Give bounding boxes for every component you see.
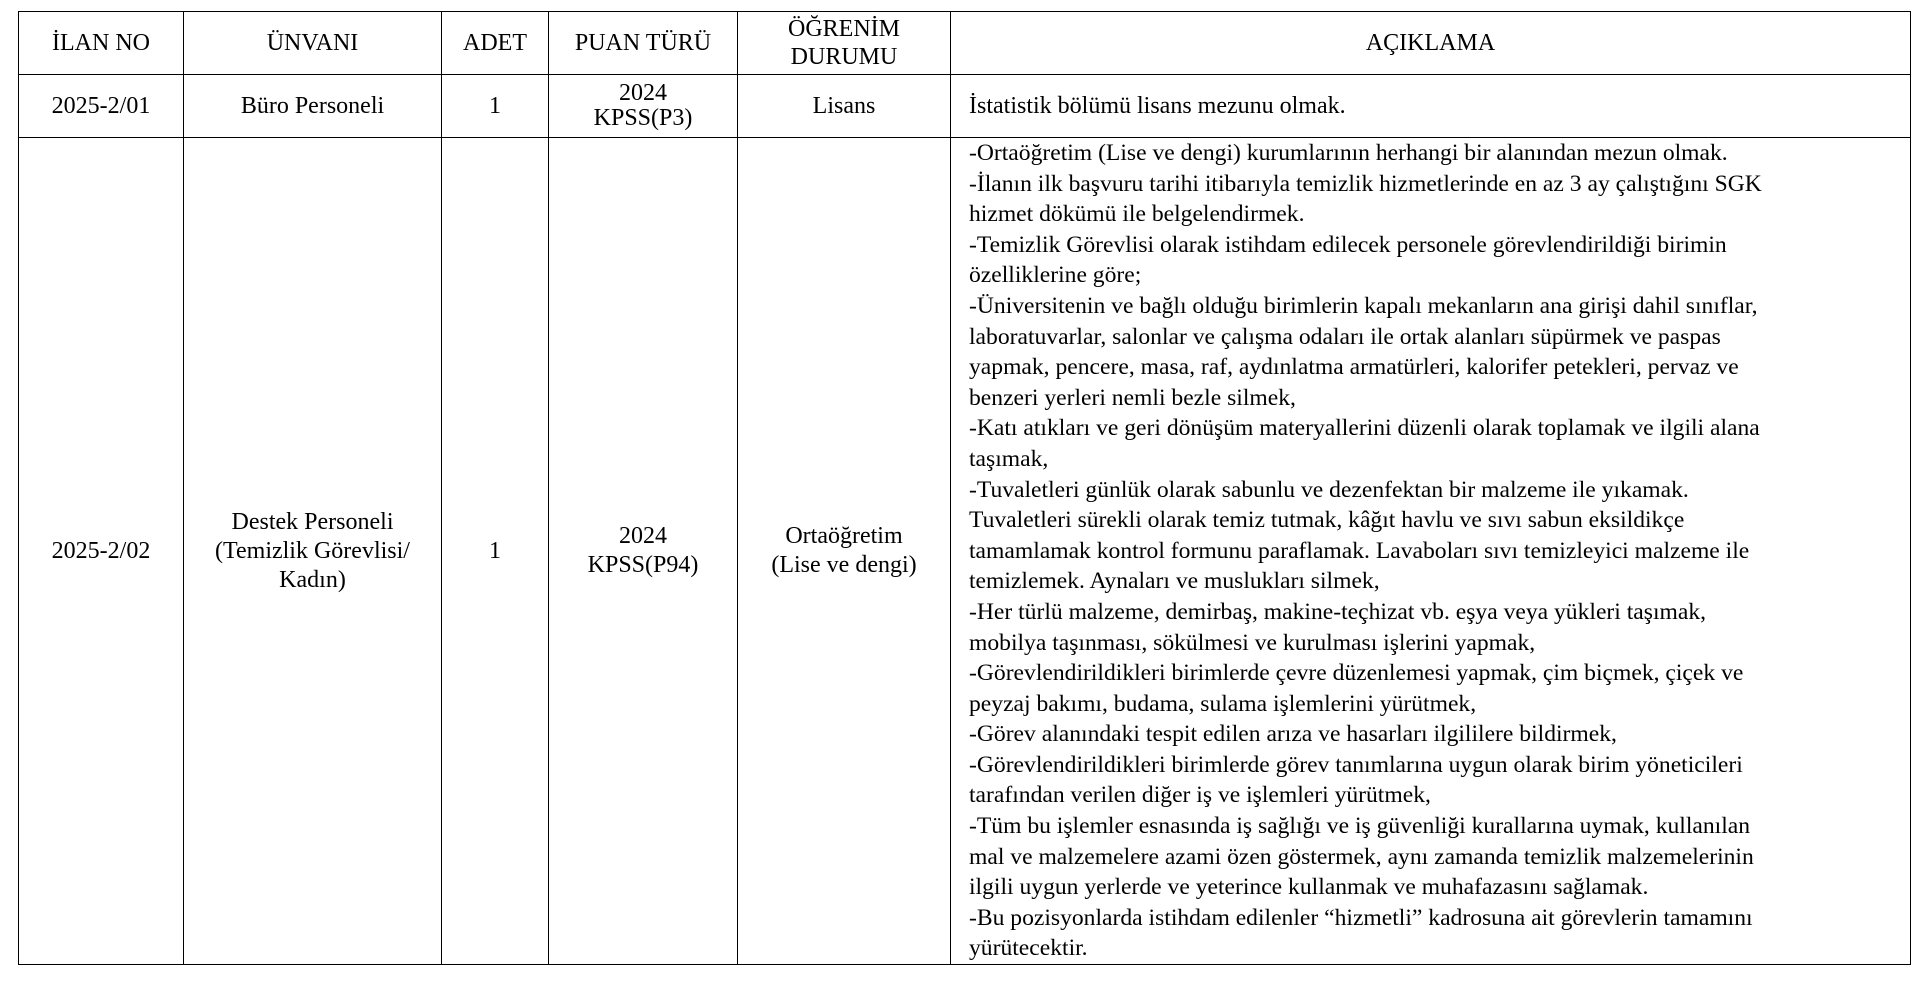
- cell-unvani-line: Destek Personeli: [231, 508, 394, 535]
- cell-puan-turu-line: 2024: [619, 80, 667, 106]
- cell-unvani: [184, 75, 442, 138]
- cell-puan-turu-line: KPSS(P3): [593, 105, 693, 131]
- cell-adet: 1: [442, 138, 549, 965]
- aciklama-line: -Temizlik Görevlisi olarak istihdam edilecek personele görevlendirildiği birimin: [969, 231, 1727, 258]
- aciklama-line: temizlemek. Aynaları ve muslukları silmek,: [969, 568, 1380, 595]
- aciklama-line: mobilya taşınması, sökülmesi ve kurulması işlerini yapmak,: [969, 629, 1536, 656]
- cell-unvani-line: Büro Personeli: [240, 92, 385, 119]
- cell-adet: 1: [442, 75, 549, 138]
- aciklama-line: yapmak, pencere, masa, raf, aydınlatma armatürleri, kalorifer petekleri, pervaz ve: [969, 354, 1739, 381]
- aciklama-line: İstatistik bölümü lisans mezunu olmak.: [969, 92, 1346, 119]
- aciklama-line: mal ve malzemelere azami özen göstermek, aynı zamanda temizlik malzemelerinin: [969, 843, 1754, 870]
- job-listing-table: [18, 11, 1911, 965]
- header-puan-turu: PUAN TÜRÜ: [549, 12, 738, 75]
- header-ogrenim-line-2: DURUMU: [790, 44, 898, 70]
- table-row: [19, 138, 1911, 965]
- aciklama-line: hizmet dökümü ile belgelendirmek.: [969, 201, 1305, 228]
- aciklama-line: -Her türlü malzeme, demirbaş, makine-teçhizat vb. eşya veya yükleri taşımak,: [969, 598, 1707, 625]
- table-row: [19, 75, 1911, 138]
- aciklama-line: Tuvaletleri sürekli olarak temiz tutmak, kâğıt havlu ve sıvı sabun eksildikçe: [969, 507, 1685, 534]
- cell-puan-turu-line: 2024: [619, 523, 667, 550]
- cell-aciklama: [951, 75, 1911, 138]
- aciklama-line: ilgili uygun yerlerde ve yeterince kullanmak ve muhafazasını sağlamak.: [969, 874, 1649, 901]
- table-header-row: [19, 12, 1911, 75]
- cell-ilan-no: 2025-2/02: [19, 138, 184, 965]
- aciklama-line: -Bu pozisyonlarda istihdam edilenler “hizmetli” kadrosuna ait görevlerin tamamını: [969, 904, 1753, 931]
- aciklama-line: peyzaj bakımı, budama, sulama işlemlerini yürütmek,: [969, 690, 1477, 717]
- aciklama-line: tamamlamak kontrol formunu paraflamak. Lavaboları sıvı temizleyici malzeme ile: [969, 537, 1750, 564]
- aciklama-line: -İlanın ilk başvuru tarihi itibarıyla temizlik hizmetlerinde en az 3 ay çalıştığını SGK: [969, 170, 1762, 197]
- aciklama-line: tarafından verilen diğer iş ve işlemleri yürütmek,: [969, 782, 1431, 809]
- aciklama-line: -Görevlendirildikleri birimlerde çevre düzenlemesi yapmak, çim biçmek, çiçek ve: [969, 660, 1744, 687]
- cell-unvani: [184, 138, 442, 965]
- cell-ogrenim-line: Ortaöğretim: [785, 523, 903, 550]
- aciklama-line: -Görev alanındaki tespit edilen arıza ve hasarları ilgililere bildirmek,: [969, 721, 1617, 748]
- cell-puan-turu-line: KPSS(P94): [587, 552, 699, 579]
- aciklama-line: -Katı atıkları ve geri dönüşüm materyallerini düzenli olarak toplamak ve ilgili alana: [969, 415, 1760, 442]
- cell-ogrenim-line: (Lise ve dengi): [771, 552, 917, 579]
- cell-unvani-line: Kadın): [279, 566, 346, 593]
- aciklama-line: -Ortaöğretim (Lise ve dengi) kurumlarının herhangi bir alanından mezun olmak.: [969, 140, 1728, 166]
- cell-unvani-line: (Temizlik Görevlisi/: [215, 537, 410, 564]
- header-aciklama: AÇIKLAMA: [951, 12, 1911, 75]
- header-adet: ADET: [442, 12, 549, 75]
- aciklama-line: taşımak,: [969, 445, 1049, 472]
- header-ilan-no: İLAN NO: [19, 12, 184, 75]
- cell-ogrenim: [738, 138, 951, 965]
- aciklama-line: benzeri yerleri nemli bezle silmek,: [969, 384, 1296, 411]
- cell-aciklama: [951, 138, 1911, 965]
- aciklama-line: özelliklerine göre;: [969, 262, 1142, 289]
- header-unvani: ÜNVANI: [184, 12, 442, 75]
- aciklama-line: -Tüm bu işlemler esnasında iş sağlığı ve iş güvenliği kurallarına uymak, kullanılan: [969, 813, 1751, 840]
- aciklama-line: -Tuvaletleri günlük olarak sabunlu ve dezenfektan bir malzeme ile yıkamak.: [969, 476, 1689, 503]
- header-ogrenim-line-1: ÖĞRENİM: [788, 16, 900, 42]
- cell-ilan-no: 2025-2/01: [19, 75, 184, 138]
- cell-puan-turu: [549, 138, 738, 965]
- cell-ogrenim: [738, 75, 951, 138]
- aciklama-line: yürütecektir.: [969, 935, 1088, 962]
- cell-ogrenim-line: Lisans: [812, 92, 876, 119]
- header-ogrenim-durumu: [738, 12, 951, 75]
- aciklama-line: -Üniversitenin ve bağlı olduğu birimlerin kapalı mekanların ana girişi dahil sınıflar,: [969, 292, 1758, 319]
- aciklama-line: -Görevlendirildikleri birimlerde görev tanımlarına uygun olarak birim yöneticileri: [969, 751, 1743, 778]
- cell-puan-turu: [549, 75, 738, 138]
- aciklama-line: laboratuvarlar, salonlar ve çalışma odaları ile ortak alanları süpürmek ve paspas: [969, 323, 1721, 350]
